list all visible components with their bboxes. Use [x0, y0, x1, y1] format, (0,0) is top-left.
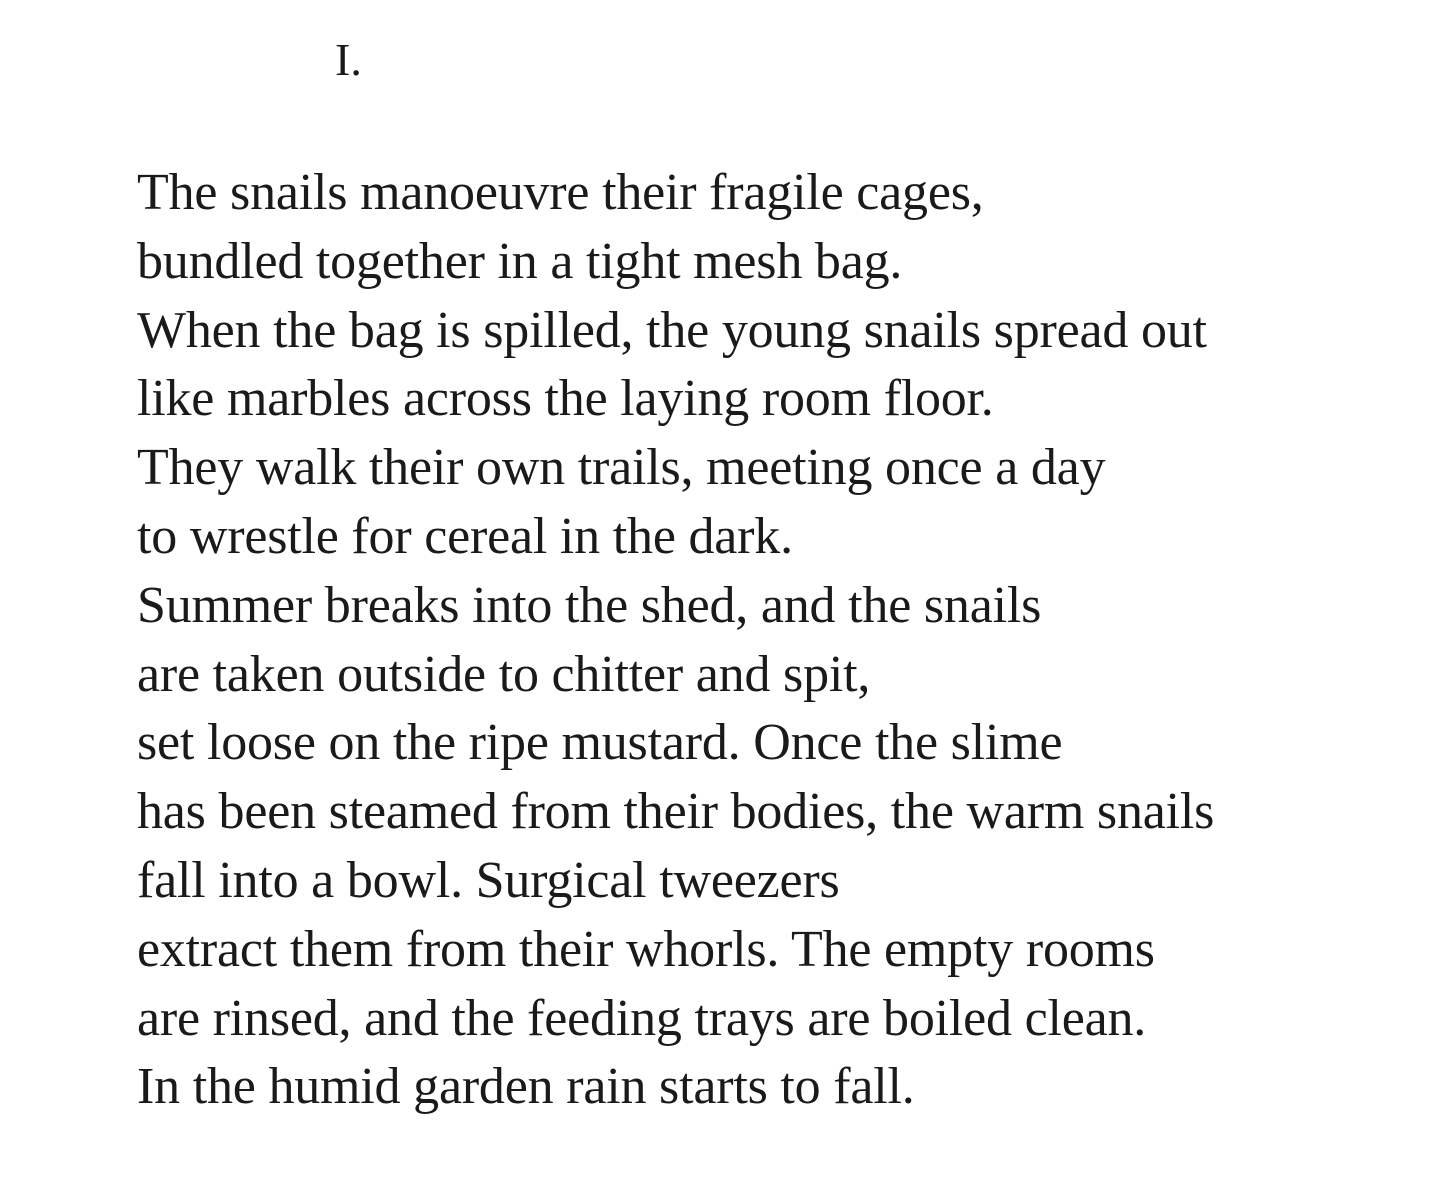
poem-line: fall into a bowl. Surgical tweezers [137, 851, 840, 909]
poem-line: like marbles across the laying room floor. [137, 370, 994, 428]
poem-line: The snails manoeuvre their fragile cages, [137, 164, 984, 221]
poem-body [137, 159, 1214, 1122]
poem-line: They walk their own trails, meeting once a day [137, 439, 1106, 497]
poem-line: In the humid garden rain starts to fall. [137, 1058, 915, 1116]
section-number: I. [335, 34, 362, 85]
poem-line: are rinsed, and the feeding trays are boiled clean. [137, 989, 1147, 1047]
poem-line: are taken outside to chitter and spit, [137, 645, 871, 703]
poem-line: set loose on the ripe mustard. Once the slime [137, 714, 1063, 772]
poem-line: to wrestle for cereal in the dark. [137, 507, 793, 565]
poem-line: Summer breaks into the shed, and the snails [137, 576, 1042, 634]
poem-line: bundled together in a tight mesh bag. [137, 232, 903, 290]
poem-line: When the bag is spilled, the young snails spread out [137, 301, 1207, 359]
poem-line: has been steamed from their bodies, the warm snails [137, 783, 1215, 841]
poem-line: extract them from their whorls. The empty rooms [137, 920, 1155, 978]
